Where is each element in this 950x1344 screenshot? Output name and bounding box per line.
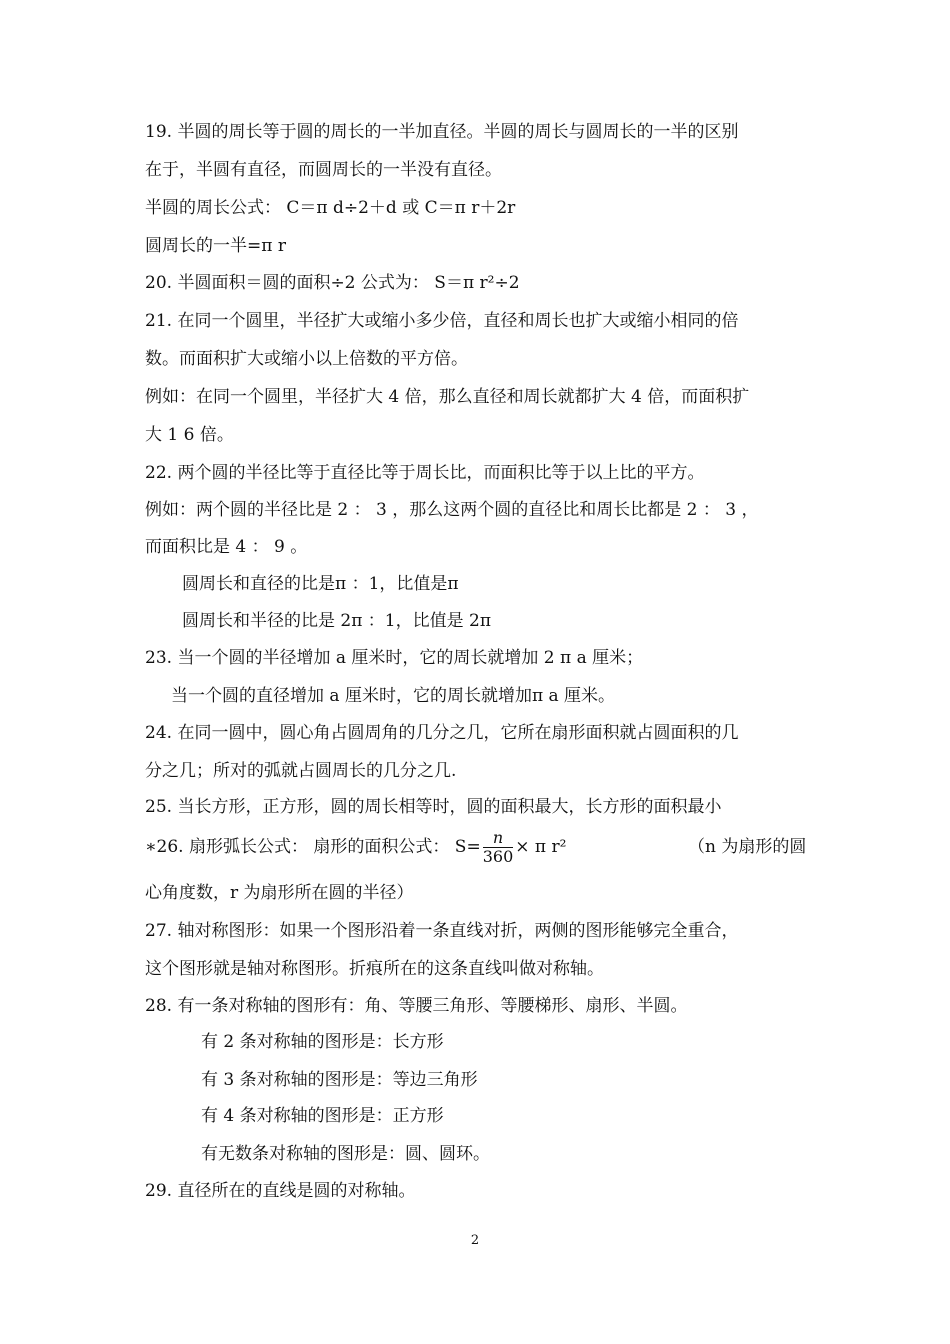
item-25: 25. 当长方形，正方形，圆的周长相等时，圆的面积最大，长方形的面积最小 [145, 797, 722, 817]
formula-prefix: ∗26. 扇形弧长公式： 扇形的面积公式： S= [145, 837, 481, 857]
item-21-example-line-2: 大 1 6 倍。 [145, 425, 234, 445]
circumference-diameter-ratio: 圆周长和直径的比是π ：1，比值是π [182, 574, 459, 594]
semicircle-perimeter-formula: 半圆的周长公式： C＝π d÷2＋d 或 C＝π r＋2r [145, 198, 516, 218]
item-26-formula [145, 826, 566, 868]
item-21-line-2: 数。而面积扩大或缩小以上倍数的平方倍。 [145, 349, 468, 369]
item-23-line-1: 23. 当一个圆的半径增加 a 厘米时，它的周长就增加 2 π a 厘米； [145, 648, 644, 668]
infinite-axes: 有无数条对称轴的图形是：圆、圆环。 [201, 1144, 490, 1164]
half-circumference: 圆周长的一半=π r [145, 236, 286, 256]
item-22-example-line-2: 而面积比是 4 ： 9 。 [145, 537, 308, 557]
item-19-line-2: 在于，半圆有直径，而圆周长的一半没有直径。 [145, 160, 502, 180]
fraction-numerator: n [483, 829, 514, 848]
item-23-line-2: 当一个圆的直径增加 a 厘米时，它的周长就增加π a 厘米。 [171, 686, 616, 706]
two-axes: 有 2 条对称轴的图形是：长方形 [201, 1032, 444, 1052]
item-27-line-1: 27. 轴对称图形：如果一个图形沿着一条直线对折，两侧的图形能够完全重合， [145, 921, 739, 941]
formula-suffix: × π r² [515, 837, 567, 857]
item-22-example-line-1: 例如：两个圆的半径比是 2 ： 3 ，那么这两个圆的直径比和周长比都是 2 ： 3 ， [145, 500, 759, 520]
item-19-line-1: 19. 半圆的周长等于圆的周长的一半加直径。半圆的周长与圆周长的一半的区别 [145, 122, 739, 142]
fraction-denominator: 360 [482, 847, 514, 866]
item-26-line-2: 心角度数，r 为扇形所在圆的半径） [145, 883, 414, 903]
page-number: 2 [470, 1233, 480, 1248]
three-axes: 有 3 条对称轴的图形是：等边三角形 [201, 1070, 478, 1090]
item-22: 22. 两个圆的半径比等于直径比等于周长比，而面积比等于以上比的平方。 [145, 463, 705, 483]
four-axes: 有 4 条对称轴的图形是：正方形 [201, 1106, 444, 1126]
item-21-line-1: 21. 在同一个圆里，半径扩大或缩小多少倍，直径和周长也扩大或缩小相同的倍 [145, 311, 739, 331]
circumference-radius-ratio: 圆周长和半径的比是 2π ：1，比值是 2π [182, 611, 492, 631]
item-21-example-line-1: 例如：在同一个圆里，半径扩大 4 倍，那么直径和周长就都扩大 4 倍，而面积扩 [145, 387, 750, 407]
item-24-line-2: 分之几；所对的弧就占圆周长的几分之几. [145, 761, 457, 781]
fraction [483, 829, 514, 866]
item-29: 29. 直径所在的直线是圆的对称轴。 [145, 1181, 416, 1201]
item-20: 20. 半圆面积＝圆的面积÷2 公式为： S＝π r²÷2 [145, 273, 520, 293]
item-26-note: （n 为扇形的圆 [688, 837, 807, 857]
item-28: 28. 有一条对称轴的图形有：角、等腰三角形、等腰梯形、扇形、半圆。 [145, 996, 688, 1016]
item-27-line-2: 这个图形就是轴对称图形。折痕所在的这条直线叫做对称轴。 [145, 959, 604, 979]
item-24-line-1: 24. 在同一圆中，圆心角占圆周角的几分之几，它所在扇形面积就占圆面积的几 [145, 723, 739, 743]
